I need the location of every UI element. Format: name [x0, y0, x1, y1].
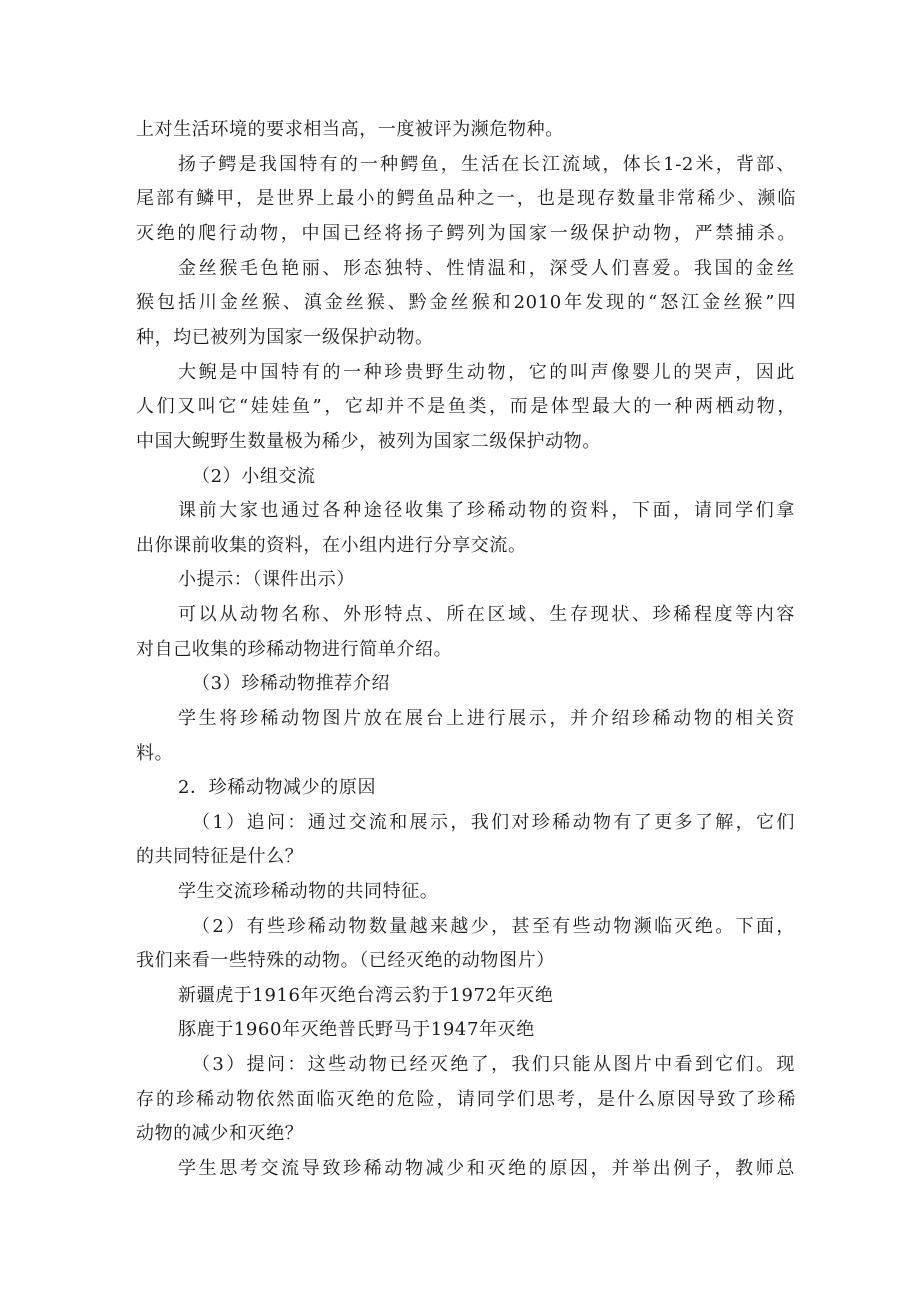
text-line: 我们来看一些特殊的动物。（已经灭绝的动物图片） — [136, 950, 555, 971]
text-line: 种，均已被列为国家一级保护动物。 — [136, 327, 434, 348]
section-heading: 2．珍稀动物减少的原因 — [178, 777, 377, 798]
text-line: 可以从动物名称、外形特点、所在区域、生存现状、珍稀程度等内容 — [178, 604, 795, 625]
text-line: 出你课前收集的资料，在小组内进行分享交流。 — [136, 535, 527, 556]
section-heading: （3）珍稀动物推荐介绍 — [192, 673, 391, 694]
text-line: 大鲵是中国特有的一种珍贵野生动物，它的叫声像婴儿的哭声，因此 — [178, 362, 795, 383]
text-line: 存的珍稀动物依然面临灭绝的危险，请同学们思考，是什么原因导致了珍稀 — [136, 1089, 796, 1110]
text-line: 动物的减少和灭绝？ — [136, 1123, 304, 1144]
text-line: （2）有些珍稀动物数量越来越少，甚至有些动物濒临灭绝。下面， — [192, 916, 795, 937]
text-line: 金丝猴毛色艳丽、形态独特、性情温和，深受人们喜爱。我国的金丝 — [178, 258, 795, 279]
text-line: 学生将珍稀动物图片放在展台上进行展示，并介绍珍稀动物的相关资 — [178, 708, 795, 729]
text-line: 猴包括川金丝猴、滇金丝猴、黔金丝猴和2010年发现的“怒江金丝猴”四 — [136, 292, 796, 313]
text-line: 的共同特征是什么？ — [136, 846, 304, 867]
text-line: 扬子鳄是我国特有的一种鳄鱼，生活在长江流域，体长1-2米，背部、 — [178, 154, 795, 175]
text-line: 灭绝的爬行动物，中国已经将扬子鳄列为国家一级保护动物，严禁捕杀。 — [136, 223, 796, 244]
text-line: 对自己收集的珍稀动物进行简单介绍。 — [136, 639, 453, 660]
section-heading: （2）小组交流 — [192, 466, 316, 487]
text-line: 新疆虎于1916年灭绝台湾云豹于1972年灭绝 — [178, 985, 554, 1006]
text-line: 中国大鲵野生数量极为稀少，被列为国家二级保护动物。 — [136, 431, 601, 452]
text-line: 尾部有鳞甲，是世界上最小的鳄鱼品种之一，也是现存数量非常稀少、濒临 — [136, 188, 796, 209]
text-line: 豚鹿于1960年灭绝普氏野马于1947年灭绝 — [178, 1019, 535, 1040]
text-line: 学生交流珍稀动物的共同特征。 — [178, 881, 439, 902]
text-line: 上对生活环境的要求相当高，一度被评为濒危物种。 — [136, 119, 564, 140]
text-line: （3）提问：这些动物已经灭绝了，我们只能从图片中看到它们。现 — [192, 1054, 795, 1075]
text-line: 小提示：（课件出示） — [178, 569, 355, 590]
text-line: 课前大家也通过各种途径收集了珍稀动物的资料，下面，请同学们拿 — [178, 500, 795, 521]
text-line: 料。 — [136, 743, 174, 764]
text-line: 学生思考交流导致珍稀动物减少和灭绝的原因，并举出例子，教师总 — [178, 1158, 795, 1179]
text-line: 人们又叫它“娃娃鱼”，它却并不是鱼类，而是体型最大的一种两栖动物， — [136, 396, 796, 417]
text-line: （1）追问：通过交流和展示，我们对珍稀动物有了更多了解，它们 — [192, 812, 795, 833]
